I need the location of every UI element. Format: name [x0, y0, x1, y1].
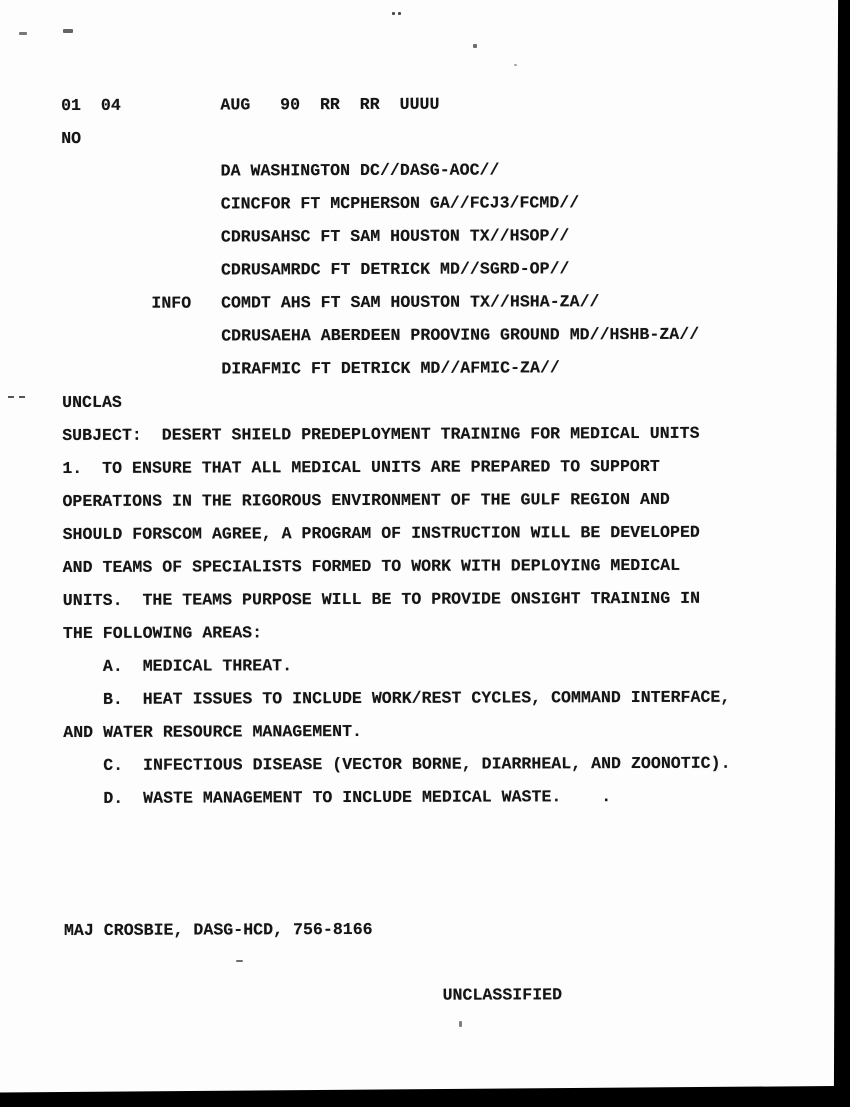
document-line — [64, 813, 731, 848]
document-line — [64, 945, 731, 980]
document-line: INFO COMDT AHS FT SAM HOUSTON TX//HSHA-ZA// — [61, 292, 600, 313]
scan-speck — [236, 960, 243, 962]
document-line: B. HEAT ISSUES TO INCLUDE WORK/REST CYCLES, COMMAND INTERFACE, — [63, 687, 731, 709]
document-line: UNCLAS — [62, 392, 122, 412]
document-line: C. INFECTIOUS DISEASE (VECTOR BORNE, DIARRHEAL, AND ZOONOTIC). — [63, 753, 731, 775]
document-line: 1. TO ENSURE THAT ALL MEDICAL UNITS ARE PREPARED TO SUPPORT — [62, 456, 660, 478]
document-line: DA WASHINGTON DC//DASG-AOC// — [61, 160, 500, 181]
document-line: CDRUSAMRDC FT DETRICK MD//SGRD-OP// — [61, 259, 570, 280]
scan-speck — [459, 1021, 462, 1027]
document-line: CDRUSAHSC FT SAM HOUSTON TX//HSOP// — [61, 226, 570, 247]
document-line: A. MEDICAL THREAT. — [62, 656, 293, 676]
document-line: D. WASTE MANAGEMENT TO INCLUDE MEDICAL WASTE. . — [63, 787, 612, 808]
scan-speck — [63, 29, 73, 33]
scan-speck — [8, 396, 25, 398]
scan-speck — [392, 12, 395, 15]
document-line: UNITS. THE TEAMS PURPOSE WILL BE TO PROVIDE ONSIGHT TRAINING IN — [62, 588, 701, 610]
document-line: CDRUSAEHA ABERDEEN PROOVING GROUND MD//HSHB-ZA// — [61, 324, 700, 346]
document-line: OPERATIONS IN THE RIGOROUS ENVIRONMENT OF THE GULF REGION AND — [62, 489, 670, 511]
document-line: DIRAFMIC FT DETRICK MD//AFMIC-ZA// — [61, 358, 560, 379]
document-line — [64, 846, 731, 881]
document-line: THE FOLLOWING AREAS: — [62, 623, 263, 643]
document-line: AND TEAMS OF SPECIALISTS FORMED TO WORK WITH DEPLOYING MEDICAL — [62, 555, 681, 577]
document-line: 01 04 AUG 90 RR RR UUUU — [61, 94, 440, 115]
document-line: SUBJECT: DESERT SHIELD PREDEPLOYMENT TRAINING FOR MEDICAL UNITS — [62, 423, 700, 445]
document-line: SHOULD FORSCOM AGREE, A PROGRAM OF INSTRUCTION WILL BE DEVELOPED — [62, 522, 700, 544]
document-line — [64, 879, 731, 914]
scan-speck — [473, 44, 477, 48]
document-line: NO — [61, 128, 82, 148]
document-line: CINCFOR FT MCPHERSON GA//FCJ3/FCMD// — [61, 193, 580, 214]
document-line: MAJ CROSBIE, DASG-HCD, 756-8166 — [63, 919, 373, 940]
scan-edge-artifact-bottom — [0, 1085, 850, 1107]
document-line: UNCLASSIFIED — [64, 985, 563, 1006]
scan-speck — [19, 32, 27, 35]
scan-speck — [514, 64, 517, 66]
message-text-block — [61, 87, 731, 1013]
scan-edge-artifact-right — [833, 0, 850, 1107]
document-line: AND WATER RESOURCE MANAGEMENT. — [63, 721, 363, 742]
